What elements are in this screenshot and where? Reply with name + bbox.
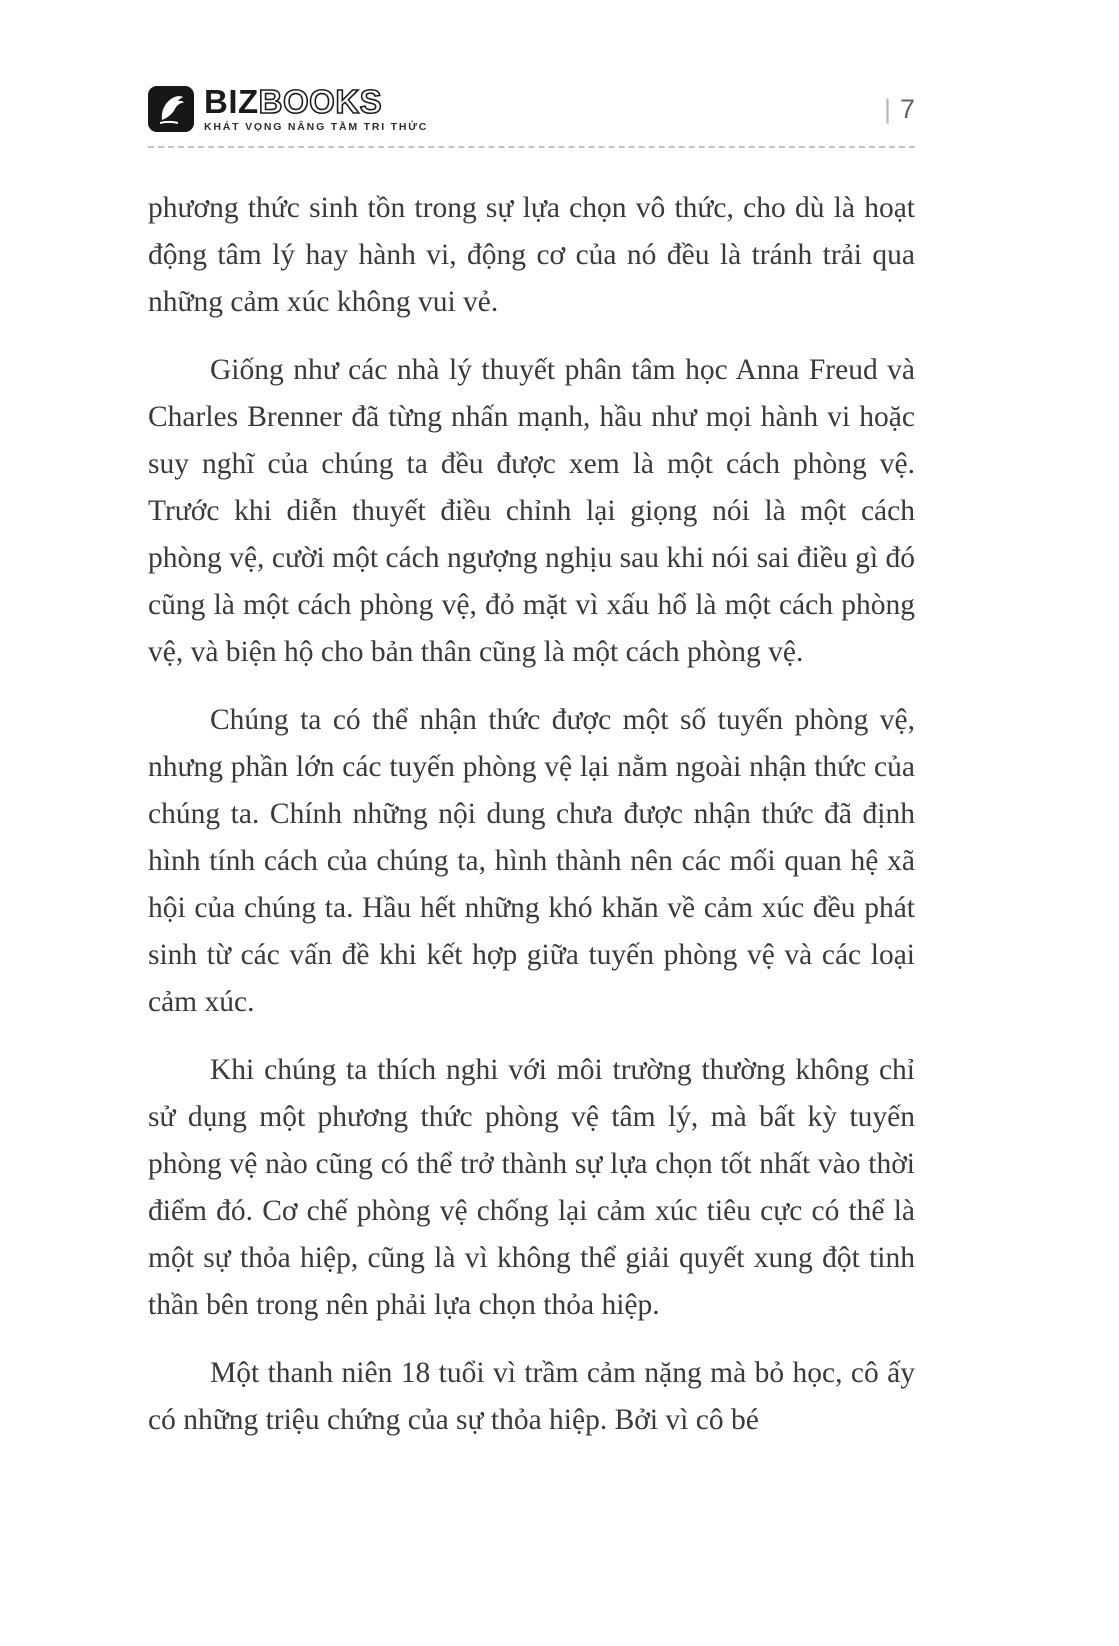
brand-tagline: KHÁT VỌNG NÂNG TẦM TRI THỨC [204,121,429,133]
bizbooks-brand [148,85,428,133]
page-number [884,94,915,125]
page-number-separator: | [883,93,891,124]
brand-name [204,85,428,118]
brand-name-biz: BIZ [204,83,259,120]
page-body [148,185,915,1444]
brand-name-books: BOOKS [258,83,383,120]
paragraph-4: Khi chúng ta thích nghi với môi trường thường không chỉ sử dụng một phương thức phòng vệ tâm lý, mà bất kỳ tuyến phòng vệ nào cũng có thể trở thành sự lựa chọn tốt nhất vào thời điểm đó. Cơ chế phòng vệ chống lại cảm xúc tiêu cực có thể là một sự thỏa hiệp, cũng là vì không thể giải quyết xung đột tinh thần bên trong nên phải lựa chọn thỏa hiệp. [148,1054,915,1321]
paragraph-3: Chúng ta có thể nhận thức được một số tuyến phòng vệ, nhưng phần lớn các tuyến phòng vệ lại nằm ngoài nhận thức của chúng ta. Chính những nội dung chưa được nhận thức đã định hình tính cách của chúng ta, hình thành nên các mối quan hệ xã hội của chúng ta. Hầu hết những khó khăn về cảm xúc đều phát sinh từ các vấn đề khi kết hợp giữa tuyến phòng vệ và các loại cảm xúc. [148,704,915,1018]
paragraph-2: Giống như các nhà lý thuyết phân tâm học Anna Freud và Charles Brenner đã từng nhấn mạnh, hầu như mọi hành vi hoặc suy nghĩ của chúng ta đều được xem là một cách phòng vệ. Trước khi diễn thuyết điều chỉnh lại giọng nói là một cách phòng vệ, cười một cách ngượng nghịu sau khi nói sai điều gì đó cũng là một cách phòng vệ, đỏ mặt vì xấu hổ là một cách phòng vệ, và biện hộ cho bản thân cũng là một cách phòng vệ. [148,354,915,668]
page-header [148,85,915,148]
bizbooks-logo-icon [148,86,194,132]
paragraph-1: phương thức sinh tồn trong sự lựa chọn vô thức, cho dù là hoạt động tâm lý hay hành vi, động cơ của nó đều là tránh trải qua những cảm xúc không vui vẻ. [148,192,915,318]
paragraph-5: Một thanh niên 18 tuổi vì trầm cảm nặng mà bỏ học, cô ấy có những triệu chứng của sự thỏa hiệp. Bởi vì cô bé [148,1357,915,1436]
page-number-value: 7 [899,93,915,124]
brand-text [204,85,428,133]
